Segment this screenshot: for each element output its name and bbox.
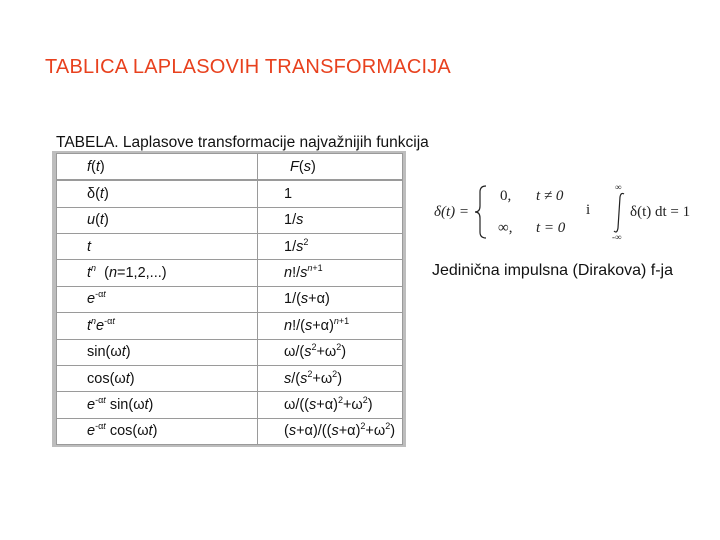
table-row: [57, 234, 403, 260]
table-header-row: [57, 154, 403, 181]
transform-cell: $n!/(s+\alpha)^{n+1}$: [258, 313, 403, 339]
table-row: [57, 392, 403, 418]
table-row: [57, 418, 403, 444]
integral-upper-limit: ∞: [615, 182, 622, 192]
table-row: [57, 207, 403, 233]
integral-sign-icon: [614, 193, 624, 232]
table-row: [57, 313, 403, 339]
dirac-case-1-value: 0,: [500, 188, 512, 204]
conjunction-text: i: [586, 202, 591, 218]
dirac-lhs: δ(t) =: [434, 204, 470, 220]
transform-cell: $s/(s^2+\omega^2)$: [258, 365, 403, 391]
time-function-cell: δ(t): [57, 180, 258, 207]
time-function-cell: sin(ωt): [57, 339, 258, 365]
table-row: [57, 365, 403, 391]
dirac-case-2-value: ∞,: [498, 220, 513, 236]
table-row: [57, 339, 403, 365]
transform-cell: $1/s^2$: [258, 234, 403, 260]
transform-cell: 1/s: [258, 207, 403, 233]
slide-title: TABLICA LAPLASOVIH TRANSFORMACIJA: [45, 56, 451, 78]
transform-cell: $\omega/((s+\alpha)^2+\omega^2)$: [258, 392, 403, 418]
table-row: [57, 180, 403, 207]
table-caption: TABELA. Laplasove transformacije najvažnijih funkcija: [56, 134, 429, 151]
table-row: [57, 286, 403, 312]
time-function-cell: $e^{-\alpha t}$ cos(ωt): [57, 418, 258, 444]
transform-cell: $n!/s^{n+1}$: [258, 260, 403, 286]
table-row: [57, 260, 403, 286]
transform-cell: $\omega/(s^2+\omega^2)$: [258, 339, 403, 365]
dirac-caption: Jedinična impulsna (Dirakova) f-ja: [432, 262, 673, 279]
transform-cell: 1: [258, 180, 403, 207]
dirac-delta-definition: [428, 180, 708, 244]
header-laplace-transform: F(s): [258, 154, 403, 181]
integral-lower-limit: -∞: [612, 232, 622, 242]
time-function-cell: cos(ωt): [57, 365, 258, 391]
time-function-cell: $t^n$ (n=1,2,...): [57, 260, 258, 286]
time-function-cell: $e^{-\alpha t}$: [57, 286, 258, 312]
time-function-cell: $t^ne^{-\alpha t}$: [57, 313, 258, 339]
time-function-cell: u(t): [57, 207, 258, 233]
transform-cell: $(s+\alpha)/((s+\alpha)^2+\omega^2)$: [258, 418, 403, 444]
header-time-function: f(t): [57, 154, 258, 181]
integral-expression: δ(t) dt = 1: [630, 204, 691, 220]
laplace-table-frame: [52, 151, 406, 447]
transform-cell: 1/(s+α): [258, 286, 403, 312]
time-function-cell: $e^{-\alpha t}$ sin(ωt): [57, 392, 258, 418]
dirac-case-1-condition: t ≠ 0: [536, 188, 564, 204]
laplace-table: [56, 153, 403, 445]
left-brace-icon: [475, 186, 486, 238]
time-function-cell: t: [57, 234, 258, 260]
dirac-case-2-condition: t = 0: [536, 220, 566, 236]
